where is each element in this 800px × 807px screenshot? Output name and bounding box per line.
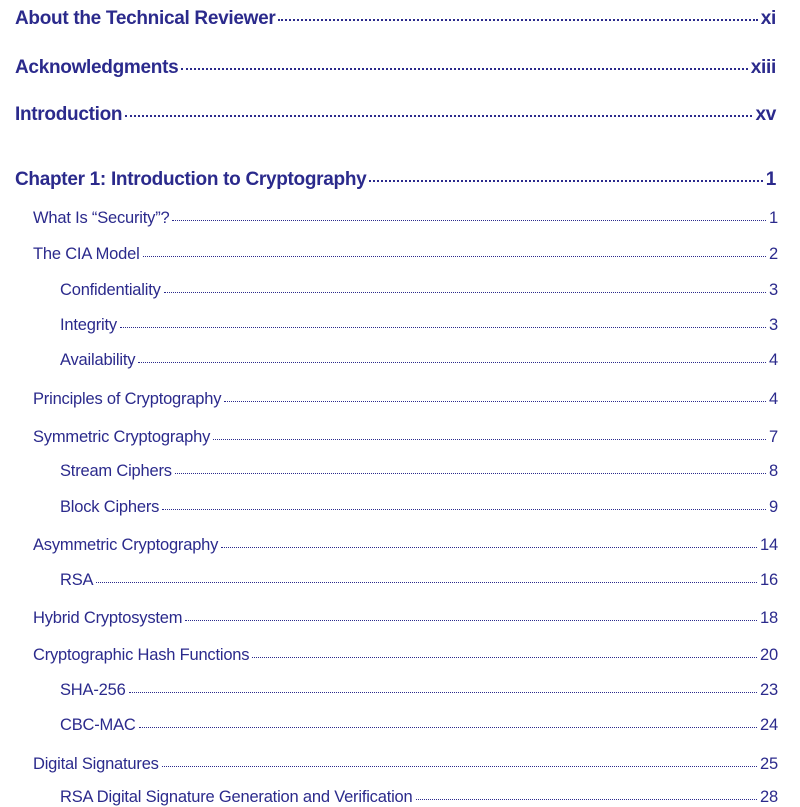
toc-subentry[interactable] xyxy=(60,316,778,335)
toc-entry-title: Confidentiality xyxy=(60,281,161,299)
toc-entry-introduction[interactable] xyxy=(15,104,776,126)
toc-entry-page: 14 xyxy=(760,536,778,554)
toc-entry-page: 28 xyxy=(760,788,778,806)
toc-entry-page: 4 xyxy=(769,351,778,369)
toc-subentry[interactable] xyxy=(60,716,778,735)
toc-entry-about-reviewer[interactable] xyxy=(15,8,776,30)
toc-entry-title: RSA Digital Signature Generation and Verification xyxy=(60,788,413,806)
dot-leader xyxy=(125,115,752,117)
dot-leader xyxy=(162,509,766,510)
dot-leader xyxy=(175,473,766,474)
dot-leader xyxy=(252,657,757,658)
toc-entry-page: 16 xyxy=(760,571,778,589)
toc-chapter-title: Chapter 1: Introduction to Cryptography xyxy=(15,169,367,190)
dot-leader xyxy=(143,256,766,257)
dot-leader xyxy=(139,727,757,728)
toc-entry-title: RSA xyxy=(60,571,94,589)
toc-chapter-page: 1 xyxy=(765,169,776,190)
toc-entry-title: Stream Ciphers xyxy=(60,462,172,480)
dot-leader xyxy=(369,180,762,182)
toc-chapter-1[interactable] xyxy=(15,169,776,191)
toc-entry-page: 20 xyxy=(760,646,778,664)
dot-leader xyxy=(138,362,766,363)
toc-entry-page: 7 xyxy=(769,428,778,446)
toc-entry[interactable] xyxy=(33,609,778,628)
toc-subentry[interactable] xyxy=(60,571,778,590)
toc-entry-page: 23 xyxy=(760,681,778,699)
toc-entry-page: 4 xyxy=(769,390,778,408)
toc-subentry[interactable] xyxy=(60,788,778,807)
toc-entry-page: 24 xyxy=(760,716,778,734)
toc-entry-page: 8 xyxy=(769,462,778,480)
toc-entry-acknowledgments[interactable] xyxy=(15,57,776,79)
toc-entry-page: xiii xyxy=(750,57,776,78)
toc-entry-title: Block Ciphers xyxy=(60,498,160,516)
dot-leader xyxy=(129,692,757,693)
toc-entry-page: 2 xyxy=(769,245,778,263)
toc-entry-title: The CIA Model xyxy=(33,245,140,263)
toc-entry-title: Hybrid Cryptosystem xyxy=(33,609,183,627)
dot-leader xyxy=(181,68,747,70)
dot-leader xyxy=(172,220,766,221)
dot-leader xyxy=(120,327,766,328)
dot-leader xyxy=(162,766,757,767)
toc-subentry[interactable] xyxy=(60,498,778,517)
toc-entry-page: 3 xyxy=(769,281,778,299)
toc-subentry[interactable] xyxy=(60,351,778,370)
toc-entry-page: 3 xyxy=(769,316,778,334)
dot-leader xyxy=(185,620,757,621)
toc-entry-title: Introduction xyxy=(15,104,123,125)
toc-entry[interactable] xyxy=(33,209,778,228)
toc-subentry[interactable] xyxy=(60,281,778,300)
dot-leader xyxy=(278,19,757,21)
toc-entry-title: Symmetric Cryptography xyxy=(33,428,211,446)
toc-entry-page: xv xyxy=(755,104,776,125)
toc-entry-title: CBC-MAC xyxy=(60,716,136,734)
toc-entry-page: 18 xyxy=(760,609,778,627)
dot-leader xyxy=(213,439,766,440)
toc-entry-page: 25 xyxy=(760,755,778,773)
toc-entry[interactable] xyxy=(33,646,778,665)
toc-entry[interactable] xyxy=(33,390,778,409)
toc-entry-title: Acknowledgments xyxy=(15,57,179,78)
toc-entry-title: About the Technical Reviewer xyxy=(15,8,276,29)
toc-entry-title: Integrity xyxy=(60,316,117,334)
toc-entry-title: SHA-256 xyxy=(60,681,126,699)
toc-entry-page: 9 xyxy=(769,498,778,516)
toc-entry-title: Principles of Cryptography xyxy=(33,390,222,408)
dot-leader xyxy=(164,292,766,293)
toc-entry-page: xi xyxy=(760,8,776,29)
toc-entry-title: Availability xyxy=(60,351,136,369)
toc-entry-title: Asymmetric Cryptography xyxy=(33,536,219,554)
toc-entry[interactable] xyxy=(33,245,778,264)
dot-leader xyxy=(96,582,757,583)
toc-subentry[interactable] xyxy=(60,681,778,700)
toc-entry-title: Cryptographic Hash Functions xyxy=(33,646,250,664)
toc-entry[interactable] xyxy=(33,428,778,447)
toc-subentry[interactable] xyxy=(60,462,778,481)
toc-entry-title: What Is “Security”? xyxy=(33,209,170,227)
toc-entry[interactable] xyxy=(33,755,778,774)
toc-entry[interactable] xyxy=(33,536,778,555)
dot-leader xyxy=(221,547,757,548)
toc-entry-page: 1 xyxy=(769,209,778,227)
dot-leader xyxy=(224,401,766,402)
toc-entry-title: Digital Signatures xyxy=(33,755,159,773)
